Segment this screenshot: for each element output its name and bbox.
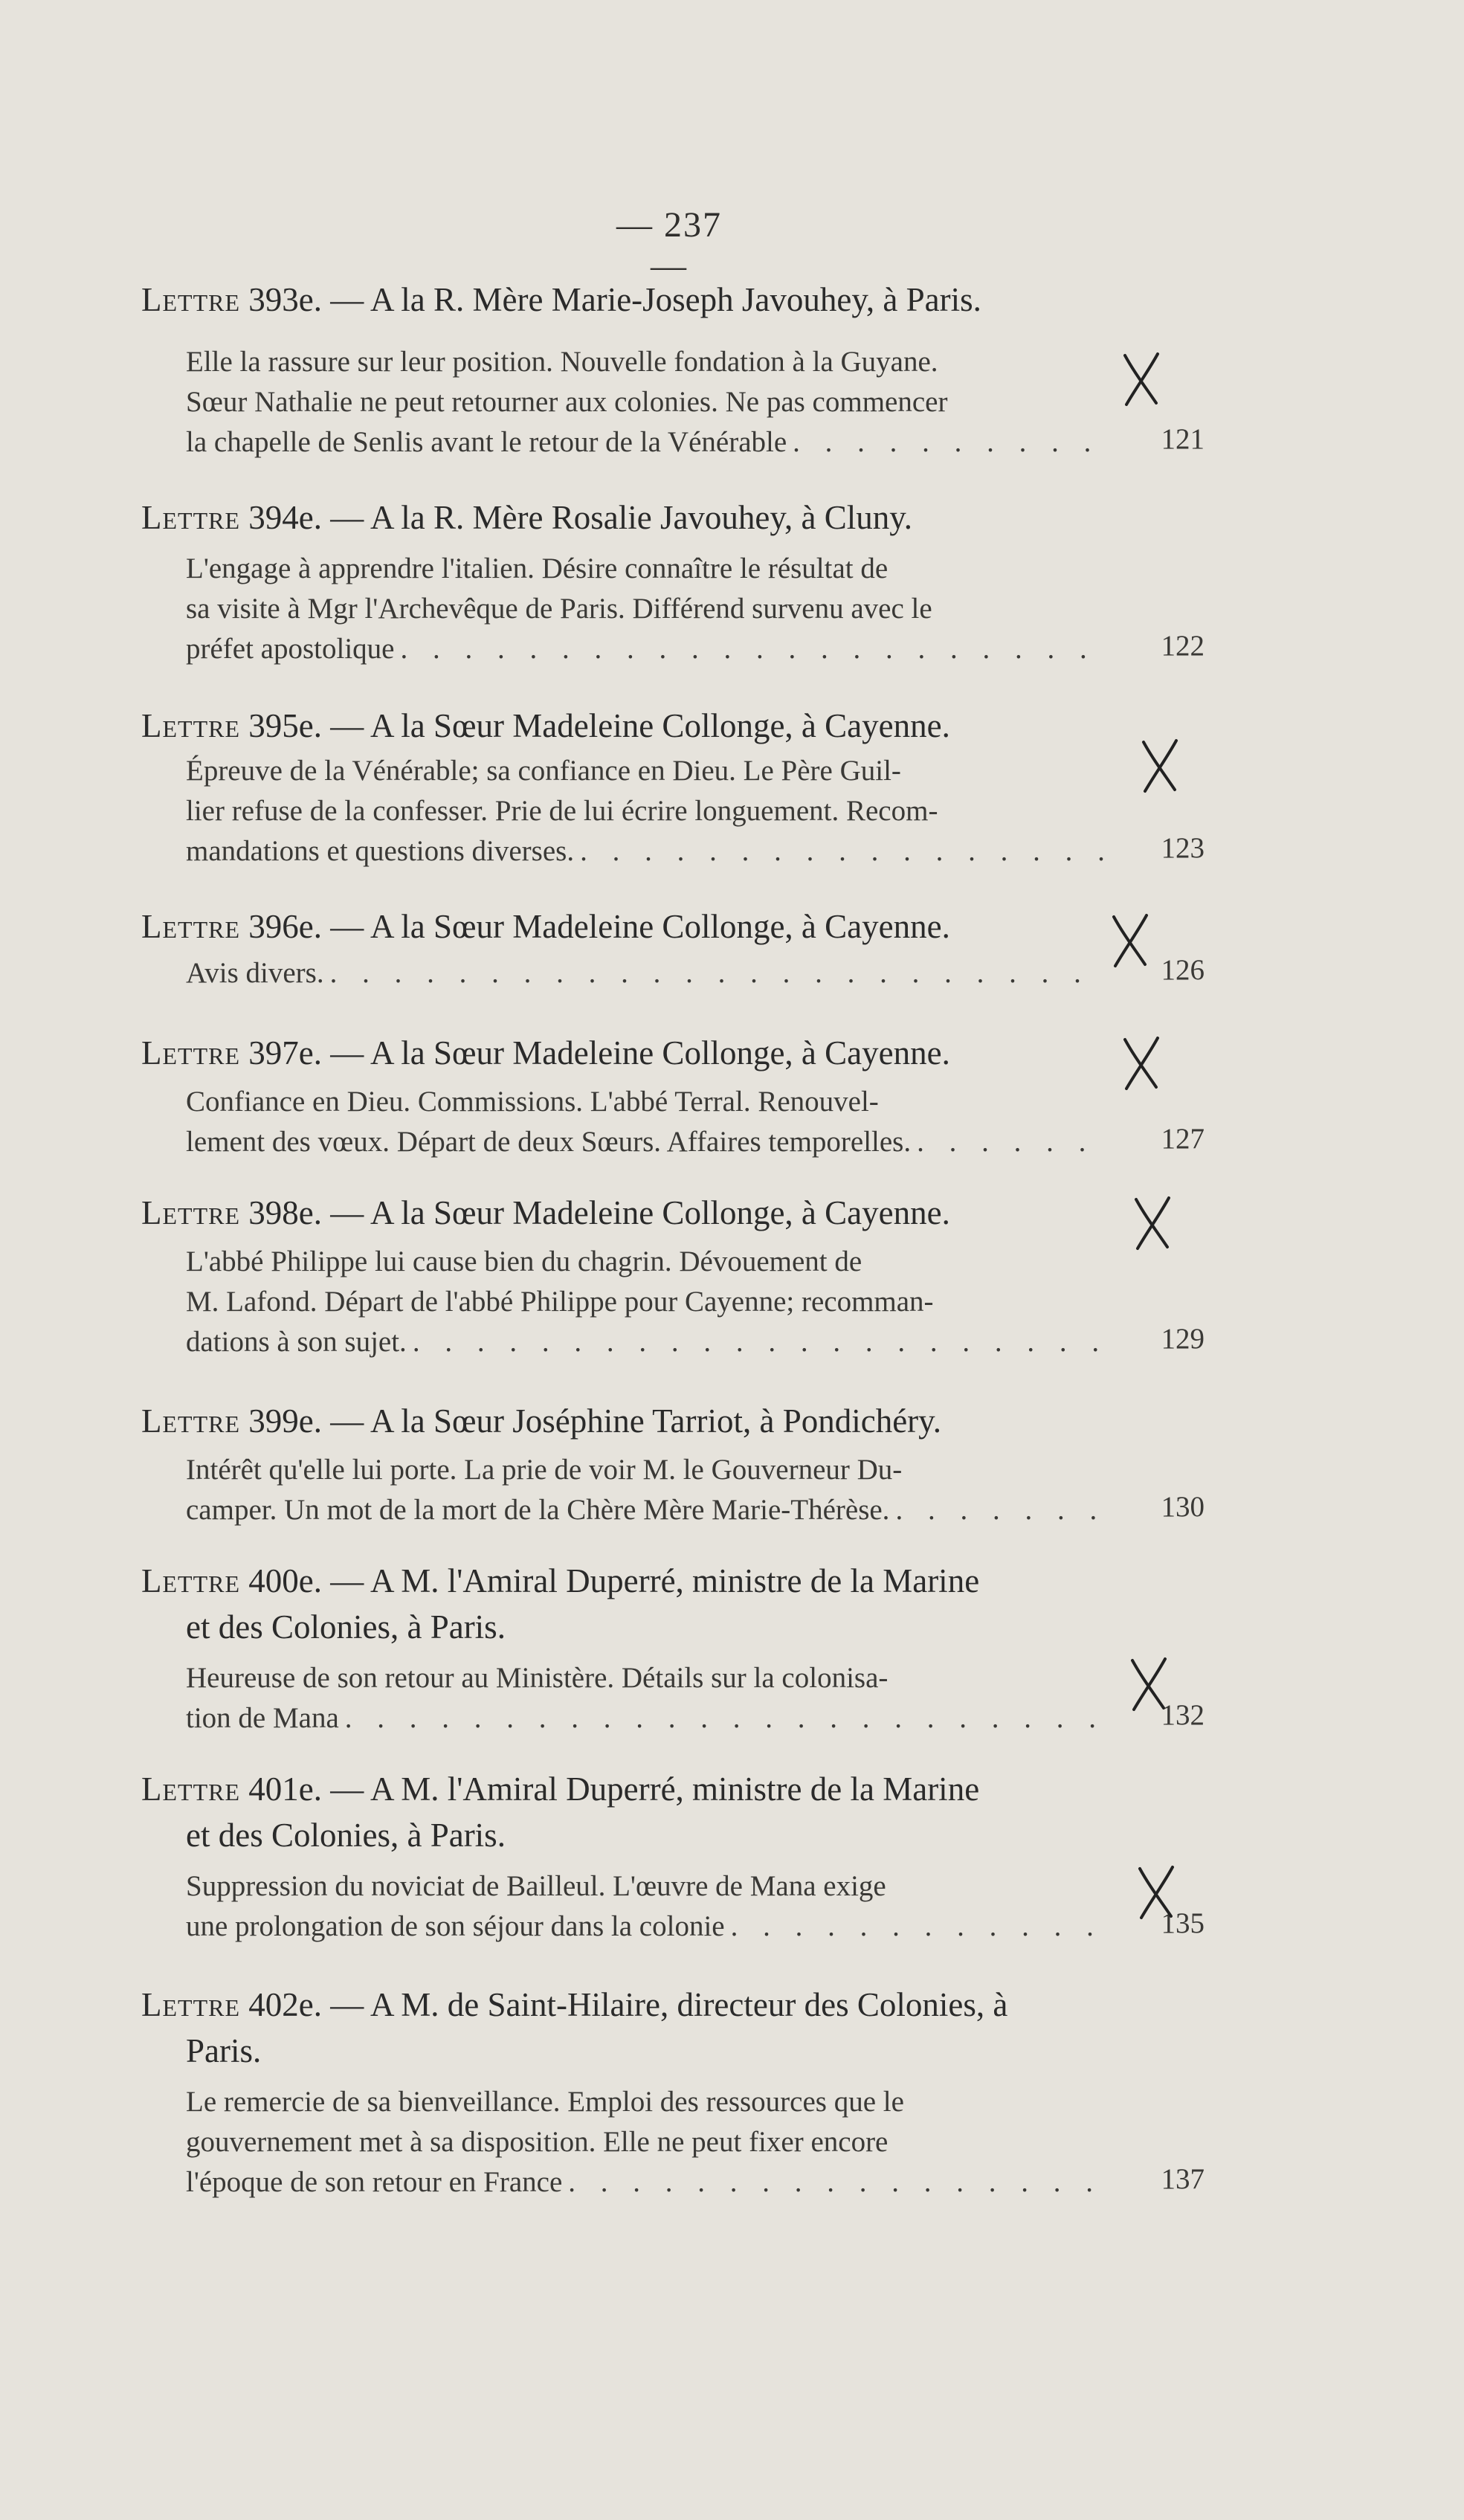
letter-summary [186,953,1112,993]
letter-prefix: Lettre [141,707,241,744]
letter-prefix: Lettre [141,1562,241,1599]
summary-last-line [186,629,1112,669]
letter-heading [141,1398,1123,1444]
summary-last-text: une prolongation de son séjour dans la colonie [186,1910,725,1942]
summary-last-line [186,422,1112,463]
letter-prefix: Lettre [141,1034,241,1072]
summary-last-line [186,1322,1112,1362]
page-reference: 135 [1161,1907,1205,1939]
letter-summary [186,342,1112,463]
dot-leader [793,422,1106,463]
letter-title: 400e. — A M. l'Amiral Duperré, ministre de la Marine [248,1562,980,1599]
summary-last-line [186,1122,1112,1162]
summary-line: Épreuve de la Vénérable; sa confiance en Dieu. Le Père Guil- [186,755,901,787]
summary-last-text: camper. Un mot de la mort de la Chère Mère Marie-Thérèse. [186,1494,890,1526]
letter-title: 399e. — A la Sœur Joséphine Tarriot, à Pondichéry. [248,1402,941,1440]
page-number: — 237 — [616,205,722,286]
summary-line: Suppression du noviciat de Bailleul. L'œuvre de Mana exige [186,1870,886,1902]
letter-prefix: Lettre [141,1194,241,1231]
letter-title: 401e. — A M. l'Amiral Duperré, ministre de la Marine [248,1770,980,1808]
dot-leader [731,1907,1106,1947]
letter-heading [141,1766,1123,1858]
page-reference: 129 [1161,1323,1205,1355]
page-reference: 121 [1161,423,1205,455]
summary-last-line [186,2162,1112,2202]
dot-leader [330,953,1106,993]
page-reference: 130 [1161,1491,1205,1523]
letter-summary [186,1450,1112,1530]
summary-line: sa visite à Mgr l'Archevêque de Paris. Différend survenu avec le [186,593,932,625]
letter-prefix: Lettre [141,1770,241,1808]
letter-summary [186,1866,1112,1947]
letter-heading [141,494,1123,541]
summary-line: M. Lafond. Départ de l'abbé Philippe pour Cayenne; recomman- [186,1286,934,1318]
handwritten-x-mark [1119,349,1164,409]
summary-last-text: préfet apostolique [186,633,395,665]
letter-title: 396e. — A la Sœur Madeleine Collonge, à Cayenne. [248,908,950,945]
letter-heading [141,703,1123,749]
dot-leader [568,2162,1106,2202]
letter-title-continued: et des Colonies, à Paris. [186,1608,506,1646]
handwritten-x-mark [1134,1863,1178,1922]
page-reference: 126 [1161,954,1205,986]
letter-heading [141,1190,1123,1236]
letter-title: 402e. — A M. de Saint-Hilaire, directeur des Colonies, à [248,1986,1008,2023]
page-reference: 123 [1161,832,1205,864]
letter-prefix: Lettre [141,281,241,318]
dot-leader [413,1322,1106,1362]
summary-last-text: tion de Mana [186,1702,339,1734]
summary-last-line [186,831,1112,871]
summary-line: Le remercie de sa bienveillance. Emploi des ressources que le [186,2086,904,2118]
summary-last-line [186,1698,1112,1738]
letter-title: 397e. — A la Sœur Madeleine Collonge, à Cayenne. [248,1034,950,1072]
summary-last-text: l'époque de son retour en France [186,2166,563,2198]
letter-prefix: Lettre [141,908,241,945]
dot-leader [580,831,1106,871]
letter-heading [141,1030,1123,1076]
dot-leader [917,1122,1106,1162]
summary-line: L'abbé Philippe lui cause bien du chagrin. Dévouement de [186,1246,862,1277]
letter-heading [141,1982,1123,2074]
dot-leader [400,629,1106,669]
summary-line: Intérêt qu'elle lui porte. La prie de voir M. le Gouverneur Du- [186,1454,903,1486]
summary-last-text: dations à son sujet. [186,1326,407,1358]
letter-summary [186,751,1112,871]
handwritten-x-mark [1108,911,1152,970]
letter-prefix: Lettre [141,1402,241,1440]
summary-line: gouvernement met à sa disposition. Elle ne peut fixer encore [186,2126,889,2158]
letter-summary [186,1082,1112,1162]
dot-leader [345,1698,1106,1738]
letter-summary [186,549,1112,669]
summary-last-line [186,953,1112,993]
summary-last-text: la chapelle de Senlis avant le retour de la Vénérable [186,426,787,458]
page-reference: 122 [1161,630,1205,662]
handwritten-x-mark [1138,736,1182,796]
letter-summary [186,1658,1112,1738]
letter-title: 398e. — A la Sœur Madeleine Collonge, à Cayenne. [248,1194,950,1231]
letter-prefix: Lettre [141,499,241,536]
letter-title: 394e. — A la R. Mère Rosalie Javouhey, à Cluny. [248,499,913,536]
letter-title-continued: et des Colonies, à Paris. [186,1817,506,1854]
letter-title-continued: Paris. [186,2032,262,2069]
letter-heading [141,277,1123,323]
letter-summary [186,2082,1112,2202]
handwritten-x-mark [1119,1034,1164,1093]
summary-line: lier refuse de la confesser. Prie de lui écrire longuement. Recom- [186,795,938,827]
summary-last-text: Avis divers. [186,957,324,989]
page-reference: 132 [1161,1699,1205,1731]
summary-last-text: lement des vœux. Départ de deux Sœurs. Affaires temporelles. [186,1126,912,1158]
summary-line: Elle la rassure sur leur position. Nouvelle fondation à la Guyane. [186,346,938,378]
summary-last-text: mandations et questions diverses. [186,835,575,867]
letter-heading [141,1558,1123,1650]
page-reference: 127 [1161,1123,1205,1155]
letter-title: 393e. — A la R. Mère Marie-Joseph Javouhey, à Paris. [248,281,981,318]
letter-prefix: Lettre [141,1986,241,2023]
page-reference: 137 [1161,2163,1205,2195]
summary-line: L'engage à apprendre l'italien. Désire connaître le résultat de [186,552,889,584]
letter-summary [186,1242,1112,1362]
summary-line: Heureuse de son retour au Ministère. Détails sur la colonisa- [186,1662,889,1694]
dot-leader [895,1490,1106,1530]
handwritten-x-mark [1126,1654,1171,1714]
letter-heading [141,903,1123,950]
summary-line: Sœur Nathalie ne peut retourner aux colonies. Ne pas commencer [186,386,948,418]
handwritten-x-mark [1130,1193,1175,1253]
summary-last-line [186,1490,1112,1530]
summary-last-line [186,1907,1112,1947]
letter-title: 395e. — A la Sœur Madeleine Collonge, à Cayenne. [248,707,950,744]
summary-line: Confiance en Dieu. Commissions. L'abbé Terral. Renouvel- [186,1086,879,1118]
